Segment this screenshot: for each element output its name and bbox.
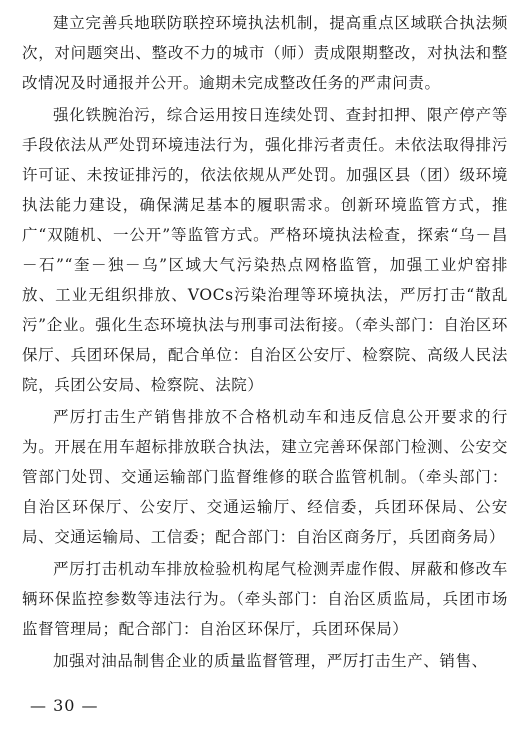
page-number: — 30 — <box>30 696 99 715</box>
paragraph-joint-enforcement: 建立完善兵地联防联控环境执法机制，提高重点区域联合执法频次，对问题突出、整改不力的城市（师）责成限期整改，对执法和整改情况及时通报并公开。逾期未完成整改任务的严肃问责。 <box>22 14 508 92</box>
document-page <box>22 8 508 678</box>
paragraph-fuel-quality: 加强对油品制售企业的质量监督管理，严厉打击生产、销售、 <box>53 652 488 670</box>
paragraph-inspection-fraud: 严厉打击机动车排放检验机构尾气检测弄虚作假、屏蔽和修改车辆环保监控参数等违法行为。（牵头部门：自治区质监局，兵团市场监督管理局；配合部门：自治区环保厅，兵团环保局） <box>22 560 508 638</box>
paragraph-vehicle-emissions: 严厉打击生产销售排放不合格机动车和违反信息公开要求的行为。开展在用车超标排放联合执法，建立完善环保部门检测、公安交管部门处罚、交通运输部门监督维修的联合监管机制。（牵头部门：自治区环保厅、公安厅、交通运输厅、经信委，兵团环保局、公安局、交通运输局、工信委；配合部门：自治区商务厅，兵团商务局） <box>22 408 508 546</box>
paragraph-strict-penalties: 强化铁腕治污，综合运用按日连续处罚、查封扣押、限产停产等手段依法从严处罚环境违法行为，强化排污者责任。未依法取得排污许可证、未按证排污的，依法依规从严处罚。加强区县（团）级环境执法能力建设，确保满足基本的履职需求。创新环境监管方式，推广“双随机、一公开”等监管方式。严格环境执法检查，探索“乌－昌－石”“奎－独－乌”区域大气污染热点网格监管，加强工业炉窑排放、工业无组织排放、VOCs污染治理等环境执法，严厉打击“散乱污”企业。强化生态环境执法与刑事司法衔接。（牵头部门：自治区环保厅、兵团环保局，配合单位：自治区公安厅、检察院、高级人民法院，兵团公安局、检察院、法院） <box>22 106 508 394</box>
